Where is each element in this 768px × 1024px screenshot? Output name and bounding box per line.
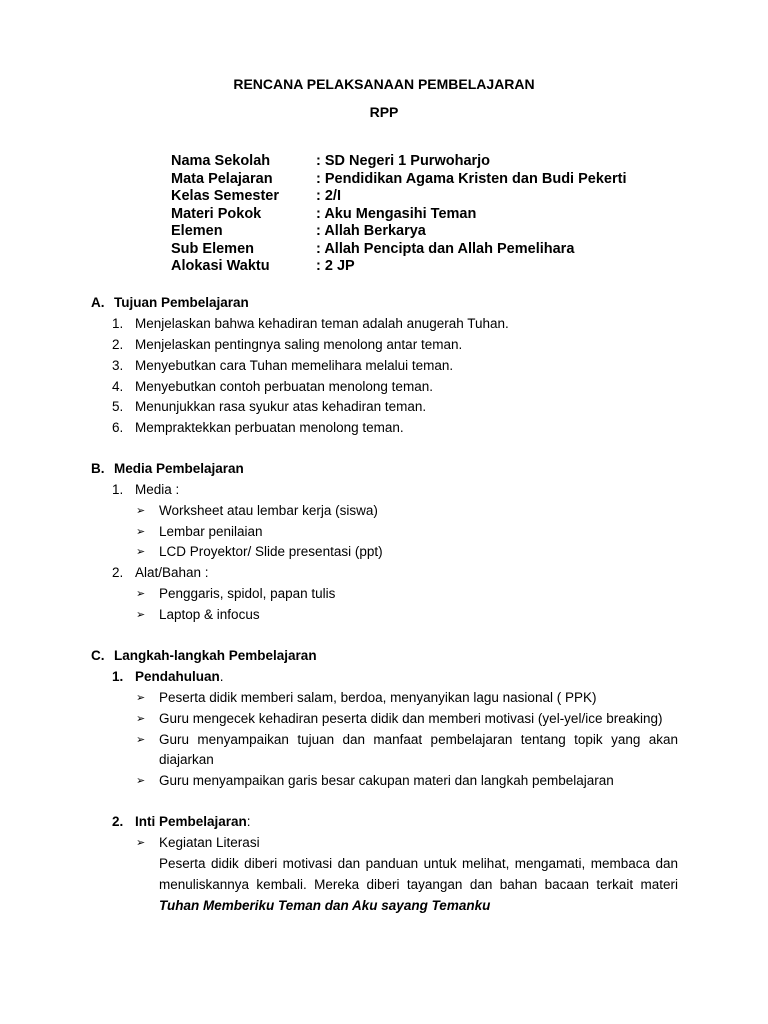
arrowhead-bullet-icon: ➢ [136, 526, 146, 538]
section-letter: B. [91, 461, 105, 476]
item-text: Menyebutkan contoh perbuatan menolong teman. [135, 379, 433, 394]
bullet-text: LCD Proyektor/ Slide presentasi (ppt) [159, 544, 383, 559]
identity-label: Mata Pelajaran [171, 171, 273, 187]
identity-value: : 2 JP [316, 258, 355, 274]
identity-label: Elemen [171, 223, 223, 239]
identity-value: : SD Negeri 1 Purwoharjo [316, 153, 491, 169]
paragraph-line: menuliskannya kembali. Mereka diberi tayangan dan bahan bacaan terkait materi [159, 877, 678, 892]
arrowhead-bullet-icon: ➢ [136, 505, 146, 517]
subsection-title: Pendahuluan [135, 669, 220, 684]
arrowhead-bullet-icon: ➢ [136, 837, 146, 849]
arrowhead-bullet-icon: ➢ [136, 609, 146, 621]
section-title: Tujuan Pembelajaran [114, 295, 249, 310]
item-number: 4. [112, 379, 124, 394]
identity-label: Kelas Semester [171, 188, 280, 204]
bullet-continuation: diajarkan [159, 752, 214, 767]
identity-label: Nama Sekolah [171, 153, 271, 169]
item-number: 5. [112, 399, 124, 414]
section-letter: A. [91, 295, 105, 310]
arrowhead-bullet-icon: ➢ [136, 692, 146, 704]
bullet-text: Penggaris, spidol, papan tulis [159, 586, 336, 601]
item-number: 1. [112, 669, 124, 684]
identity-label: Materi Pokok [171, 206, 262, 222]
paragraph-line: Peserta didik diberi motivasi dan panduan untuk melihat, mengamati, membaca dan [159, 856, 678, 871]
bullet-text: Guru menyampaikan tujuan dan manfaat pembelajaran tentang topik yang akan [159, 732, 678, 747]
item-number: 1. [112, 482, 124, 497]
identity-value: : Allah Berkarya [316, 223, 426, 239]
section-title: Media Pembelajaran [114, 461, 244, 476]
subsection-suffix: : [246, 814, 251, 829]
item-number: 1. [112, 316, 124, 331]
section-title: Langkah-langkah Pembelajaran [114, 648, 317, 663]
identity-label: Alokasi Waktu [171, 258, 270, 274]
item-text: Menjelaskan pentingnya saling menolong antar teman. [135, 337, 463, 352]
item-text: Media : [135, 482, 180, 497]
item-text: Mempraktekkan perbuatan menolong teman. [135, 420, 404, 435]
bullet-text: Worksheet atau lembar kerja (siswa) [159, 503, 378, 518]
bullet-text: Lembar penilaian [159, 524, 263, 539]
item-text: Menyebutkan cara Tuhan memelihara melalui teman. [135, 358, 454, 373]
bullet-text: Laptop & infocus [159, 607, 260, 622]
arrowhead-bullet-icon: ➢ [136, 775, 146, 787]
item-number: 2. [112, 814, 124, 829]
document-title: RENCANA PELAKSANAAN PEMBELAJARAN [233, 76, 535, 92]
bullet-text: Guru menyampaikan garis besar cakupan materi dan langkah pembelajaran [159, 773, 614, 788]
identity-value: : Allah Pencipta dan Allah Pemelihara [316, 241, 575, 257]
identity-label: Sub Elemen [171, 241, 254, 257]
item-number: 2. [112, 337, 124, 352]
item-text: Menunjukkan rasa syukur atas kehadiran teman. [135, 399, 427, 414]
subsection-title: Inti Pembelajaran [135, 814, 247, 829]
bullet-text: Peserta didik memberi salam, berdoa, menyanyikan lagu nasional ( PPK) [159, 690, 597, 705]
identity-value: : Pendidikan Agama Kristen dan Budi Pekerti [316, 171, 627, 187]
item-number: 3. [112, 358, 124, 373]
arrowhead-bullet-icon: ➢ [136, 588, 146, 600]
item-number: 2. [112, 565, 124, 580]
bullet-text: Kegiatan Literasi [159, 835, 260, 850]
arrowhead-bullet-icon: ➢ [136, 734, 146, 746]
section-letter: C. [91, 648, 105, 663]
item-number: 6. [112, 420, 124, 435]
identity-value: : 2/I [316, 188, 341, 204]
identity-value: : Aku Mengasihi Teman [316, 206, 477, 222]
arrowhead-bullet-icon: ➢ [136, 713, 146, 725]
bullet-text: Guru mengecek kehadiran peserta didik dan memberi motivasi (yel-yel/ice breaking) [159, 711, 663, 726]
document-subtitle: RPP [369, 104, 399, 120]
item-text: Menjelaskan bahwa kehadiran teman adalah anugerah Tuhan. [135, 316, 509, 331]
arrowhead-bullet-icon: ➢ [136, 546, 146, 558]
subsection-suffix: . [219, 669, 224, 684]
item-text: Alat/Bahan : [135, 565, 209, 580]
material-title: Tuhan Memberiku Teman dan Aku sayang Temanku [159, 898, 491, 913]
